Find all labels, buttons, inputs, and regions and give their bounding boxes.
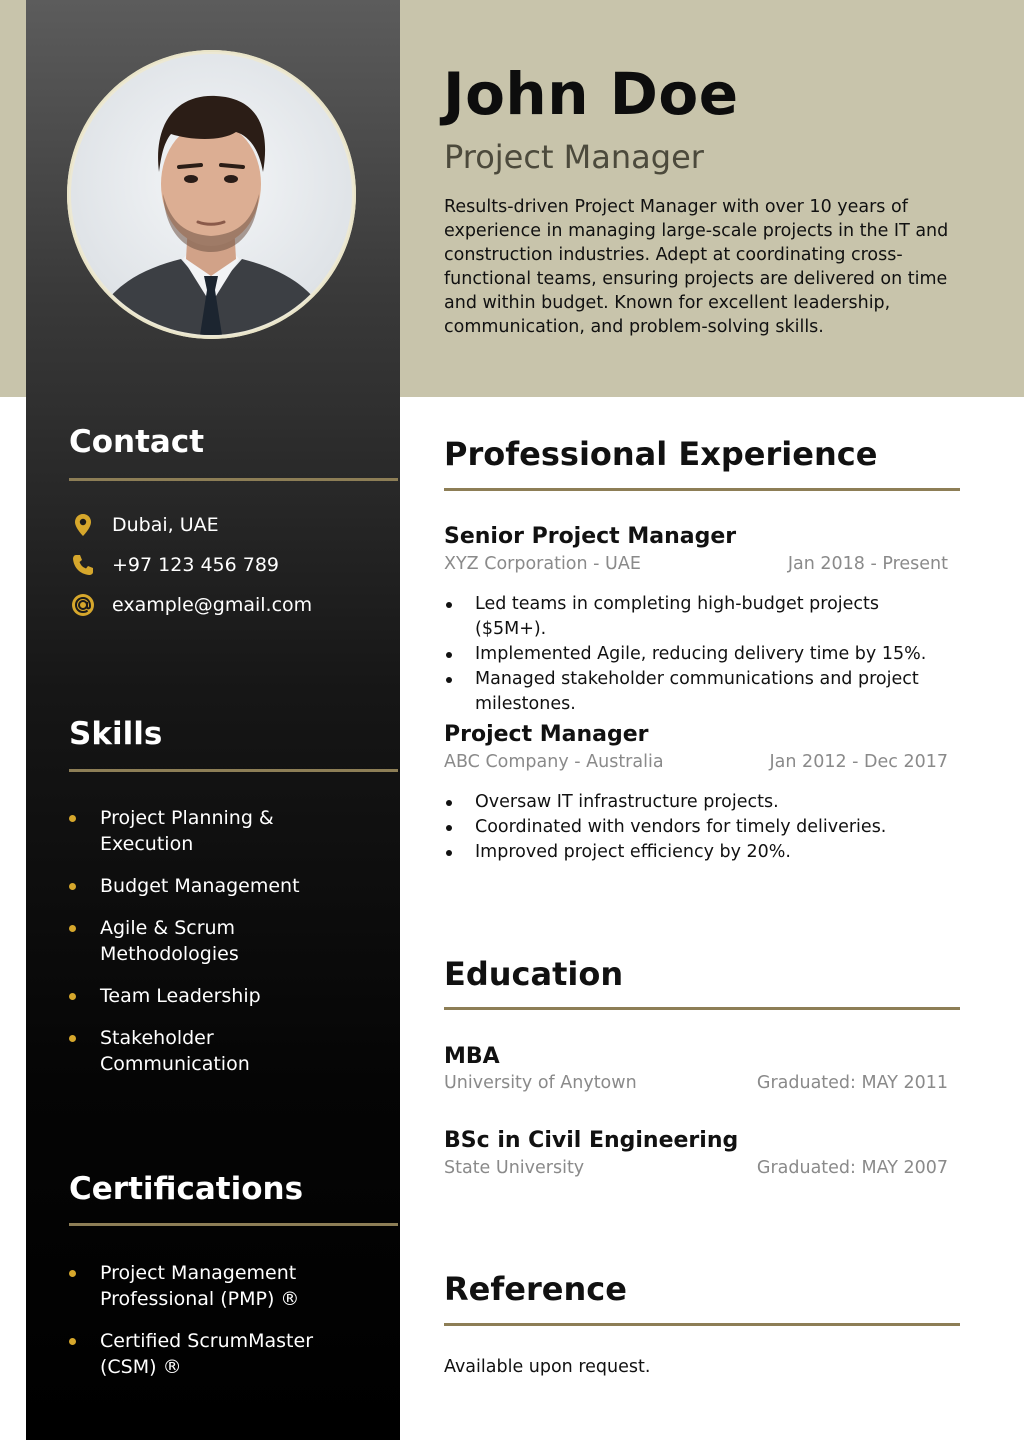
job-bullet: Improved project efficiency by 20%. (444, 840, 954, 865)
profile-photo (71, 54, 352, 335)
job-bullet: Oversaw IT infrastructure projects. (444, 790, 954, 815)
phone-icon (70, 552, 96, 578)
contact-heading: Contact (69, 424, 205, 460)
skill-item: Stakeholder Communication (69, 1025, 319, 1077)
certifications-list (69, 1260, 329, 1380)
profile-summary: Results-driven Project Manager with over 10 years of experience in managing large-scale projects in the IT and construction industries. Adept at coordinating cross-functional teams, ensuring projects are delivered on time and within budget. Known for excellent leadership, communication, and problem-solving skills. (444, 197, 949, 337)
certifications-divider (69, 1223, 398, 1226)
skill-item: Team Leadership (69, 983, 319, 1009)
job-dates: Jan 2018 - Present (787, 554, 948, 574)
contact-phone-text: +97 123 456 789 (112, 554, 280, 576)
skill-item: Budget Management (69, 873, 319, 899)
school-name: State University (444, 1158, 585, 1178)
contact-email (70, 592, 312, 618)
job-bullet: Managed stakeholder communications and project milestones. (444, 667, 954, 717)
contact-phone (70, 552, 279, 578)
job-role: Senior Project Manager (444, 524, 737, 549)
contact-location-text: Dubai, UAE (112, 514, 219, 536)
person-name: John Doe (443, 60, 739, 128)
job-company: ABC Company - Australia (444, 752, 664, 772)
reference-divider (444, 1323, 960, 1326)
experience-divider (444, 488, 960, 491)
skills-divider (69, 769, 398, 772)
job-bullet: Implemented Agile, reducing delivery time by 15%. (444, 642, 954, 667)
degree-title: BSc in Civil Engineering (444, 1128, 739, 1153)
contact-divider (69, 478, 398, 481)
at-sign-icon (70, 592, 96, 618)
job-bullets (444, 592, 954, 717)
contact-location (70, 512, 219, 538)
education-heading: Education (444, 955, 624, 993)
education-divider (444, 1007, 960, 1010)
skill-item: Project Planning & Execution (69, 805, 319, 857)
job-dates: Jan 2012 - Dec 2017 (769, 752, 948, 772)
location-pin-icon (70, 512, 96, 538)
skills-heading: Skills (69, 716, 163, 752)
school-name: University of Anytown (444, 1073, 637, 1093)
graduation-date: Graduated: MAY 2011 (756, 1073, 948, 1093)
job-company: XYZ Corporation - UAE (444, 554, 641, 574)
graduation-date: Graduated: MAY 2007 (756, 1158, 948, 1178)
contact-email-text: example@gmail.com (112, 594, 313, 616)
portrait-illustration (71, 54, 352, 335)
degree-title: MBA (444, 1044, 500, 1069)
experience-heading: Professional Experience (444, 435, 878, 473)
job-title: Project Manager (444, 138, 704, 176)
job-bullets (444, 790, 954, 865)
profile-photo-frame (67, 50, 356, 339)
reference-heading: Reference (444, 1270, 627, 1308)
reference-text: Available upon request. (444, 1357, 651, 1377)
certifications-heading: Certifications (69, 1171, 304, 1207)
job-bullet: Led teams in completing high-budget projects ($5M+). (444, 592, 954, 642)
skill-item: Agile & Scrum Methodologies (69, 915, 319, 967)
skills-list (69, 805, 319, 1077)
certification-item: Certified ScrumMaster (CSM) ® (69, 1328, 329, 1380)
job-role: Project Manager (444, 722, 649, 747)
certification-item: Project Management Professional (PMP) ® (69, 1260, 329, 1312)
job-bullet: Coordinated with vendors for timely deliveries. (444, 815, 954, 840)
